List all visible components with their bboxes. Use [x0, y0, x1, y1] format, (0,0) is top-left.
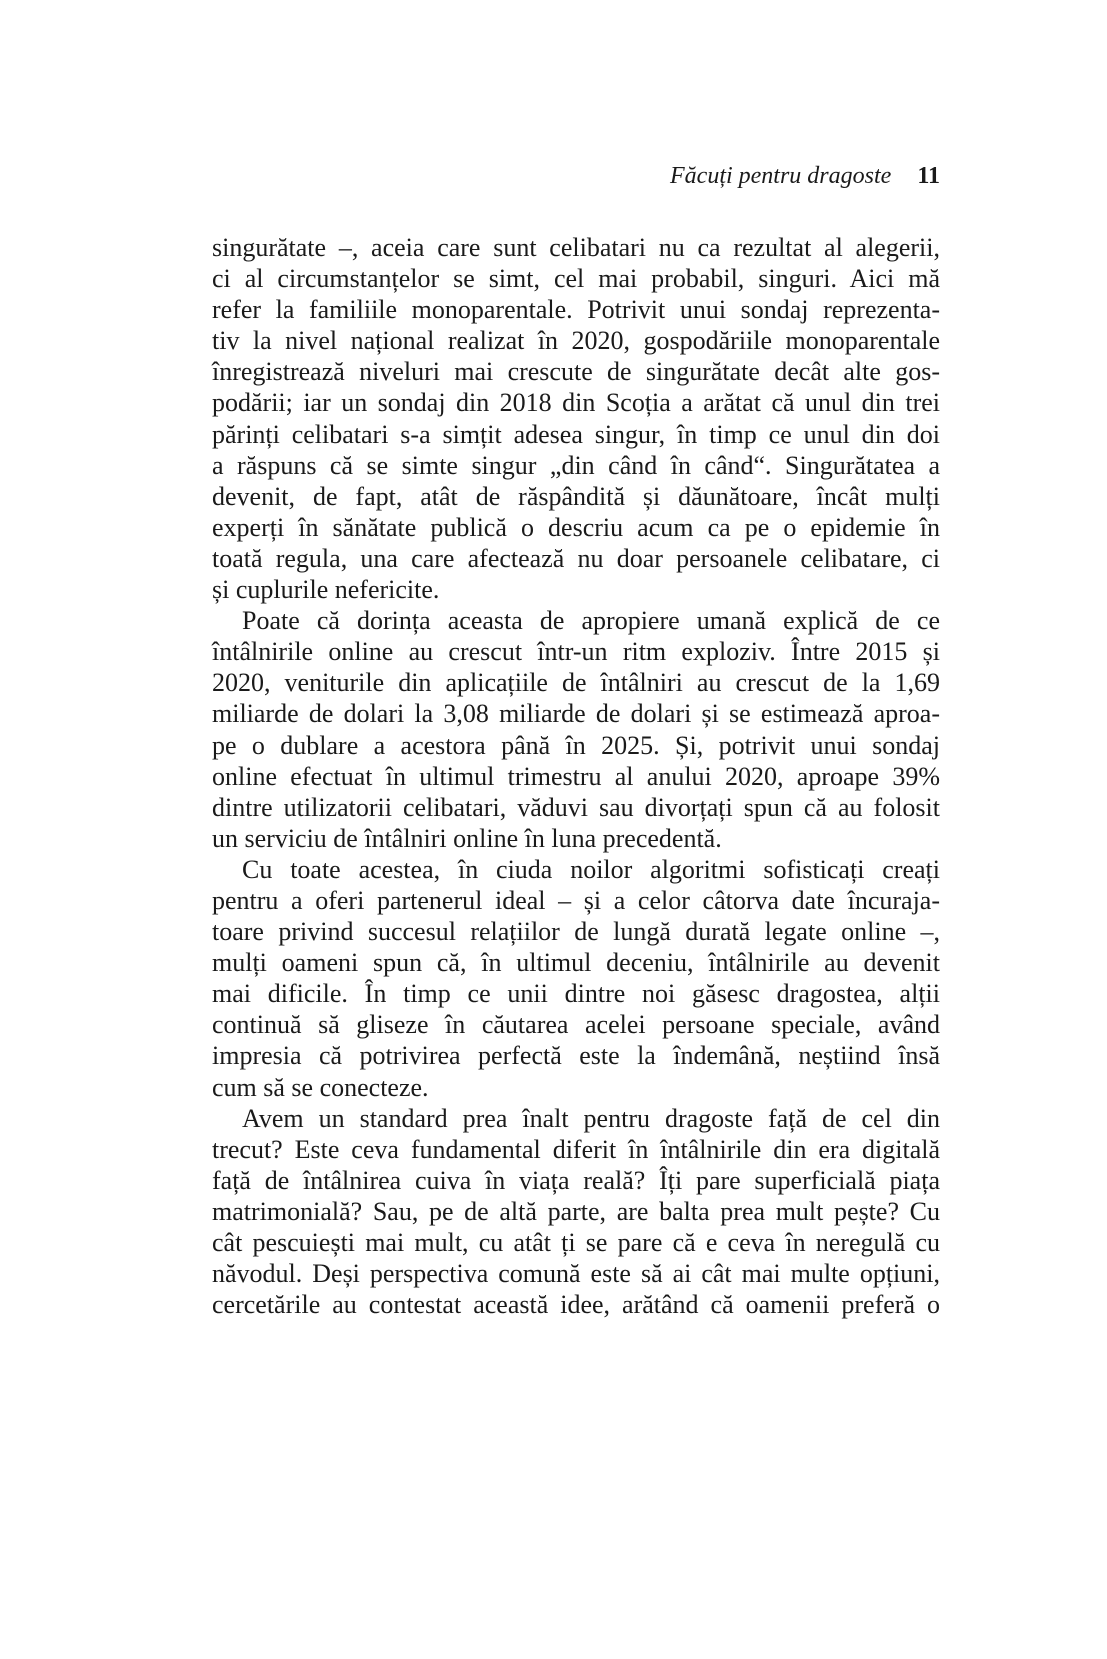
text-line: online efectuat în ultimul trimestru al anului 2020, aproape 39%: [212, 761, 940, 791]
text-line: întâlnirile online au crescut într-un ritm exploziv. Între 2015 și: [212, 637, 940, 667]
text-line: a răspuns că se simte singur „din când în când“. Singurătatea a: [212, 450, 940, 480]
text-line: experți în sănătate publică o descriu acum ca pe o epidemie în: [212, 512, 940, 542]
text-line: trecut? Este ceva fundamental diferit în întâlnirile din era digitală: [212, 1134, 940, 1164]
body-text: [212, 232, 940, 1320]
paragraph: [212, 605, 940, 854]
text-line: continuă să gliseze în căutarea acelei persoane speciale, având: [212, 1010, 940, 1040]
text-line: podării; iar un sondaj din 2018 din Scoția a arătat că unul din trei: [212, 388, 940, 418]
text-line: 2020, veniturile din aplicațiile de întâlniri au crescut de la 1,69: [212, 668, 940, 698]
text-line: cât pescuiești mai mult, cu atât ți se pare că e ceva în neregulă cu: [212, 1228, 940, 1257]
text-line: toată regula, una care afectează nu doar persoanele celibatare, ci: [212, 543, 940, 573]
text-line: Poate că dorința aceasta de apropiere umană explică de ce: [242, 606, 940, 636]
text-line: ci al circumstanțelor se simt, cel mai probabil, singuri. Aici mă: [212, 264, 940, 294]
text-line: refer la familiile monoparentale. Potrivit unui sondaj reprezenta-: [212, 295, 940, 325]
text-line: miliarde de dolari la 3,08 miliarde de dolari și se estimează aproa-: [212, 699, 940, 729]
paragraph: [212, 232, 940, 605]
text-line: cercetările au contestat această idee, arătând că oamenii preferă o: [212, 1290, 940, 1320]
text-line: față de întâlnirea cuiva în viața reală? Îți pare superficială piața: [212, 1165, 940, 1195]
text-line: matrimonială? Sau, pe de altă parte, are balta prea mult pește? Cu: [212, 1196, 940, 1226]
text-line: un serviciu de întâlniri online în luna precedentă.: [212, 823, 722, 853]
text-line: năvodul. Deși perspectiva comună este să ai cât mai multe opțiuni,: [212, 1259, 940, 1289]
text-line: Avem un standard prea înalt pentru dragoste față de cel din: [242, 1103, 940, 1133]
text-line: dintre utilizatorii celibatari, văduvi sau divorțați spun că au folosit: [212, 792, 940, 822]
text-line: cum să se conecteze.: [212, 1072, 429, 1102]
text-line: Cu toate acestea, în ciuda noilor algoritmi sofisticați creați: [242, 854, 940, 884]
running-title: Făcuți pentru dragoste: [670, 163, 892, 189]
text-line: mulți oameni spun că, în ultimul deceniu, întâlnirile au devenit: [212, 948, 940, 978]
text-line: singurătate –, aceia care sunt celibatari nu ca rezultat al alegerii,: [212, 233, 940, 262]
text-line: impresia că potrivirea perfectă este la îndemână, neștiind însă: [212, 1041, 940, 1071]
text-line: mai dificile. În timp ce unii dintre noi găsesc dragostea, alții: [212, 979, 940, 1009]
text-line: părinți celibatari s-a simțit adesea singur, în timp ce unul din doi: [212, 419, 940, 449]
text-line: și cuplurile nefericite.: [212, 575, 440, 605]
running-header: [670, 163, 940, 190]
paragraph: [212, 1103, 940, 1321]
text-line: pe o dublare a acestora până în 2025. Și, potrivit unui sondaj: [212, 730, 940, 760]
text-line: înregistrează niveluri mai crescute de singurătate decât alte gos-: [212, 357, 940, 387]
text-line: pentru a oferi partenerul ideal – și a celor câtorva date încuraja-: [212, 885, 940, 915]
page-number: 11: [917, 163, 940, 189]
paragraph: [212, 854, 940, 1103]
text-line: tiv la nivel național realizat în 2020, gospodăriile monoparentale: [212, 326, 940, 356]
text-line: toare privind succesul relațiilor de lungă durată legate online –,: [212, 917, 940, 947]
text-line: devenit, de fapt, atât de răspândită și dăunătoare, încât mulți: [212, 481, 940, 511]
